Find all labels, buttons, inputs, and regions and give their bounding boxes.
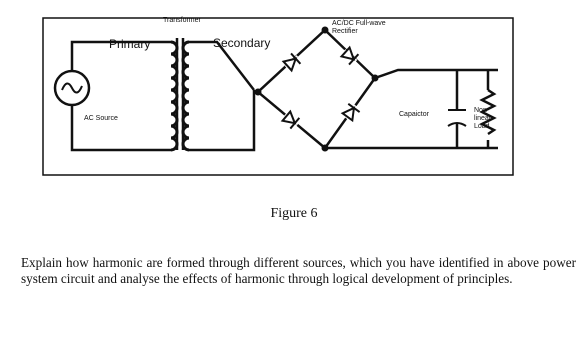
- ac-source-label: AC Source: [84, 115, 118, 122]
- load-label-line1: Non-: [474, 107, 490, 114]
- question-text: Explain how harmonic are formed through different sources, which you have identified in above power system circuit and analyse the effects of harmonic through logical development of principles.: [21, 255, 576, 286]
- secondary-label: Secondary: [213, 36, 271, 50]
- capacitor-label: Capaictor: [399, 111, 429, 118]
- diode-icon: [339, 45, 360, 66]
- rectifier-label-line1: AC/DC Full-wave: [332, 20, 386, 27]
- secondary-coil: [183, 42, 189, 150]
- primary-label: Primary: [109, 37, 151, 51]
- transformer-label: Transformer: [163, 17, 201, 24]
- rectifier-label-line2: Rectifier: [332, 28, 358, 35]
- figure-caption: Figure 6: [270, 206, 318, 221]
- load-label-line2: linear: [474, 115, 492, 122]
- junction-dots: [255, 27, 379, 152]
- dc-negative-wire: [325, 124, 498, 148]
- primary-coil: [171, 42, 177, 150]
- secondary-wire: [189, 42, 254, 150]
- dc-positive-wire: [375, 70, 498, 110]
- load-label-line3: Load: [474, 123, 490, 130]
- capacitor-icon: [448, 110, 466, 126]
- ac-source-icon: [55, 71, 89, 105]
- diode-icon: [341, 101, 362, 122]
- bridge-rectifier: [258, 30, 375, 148]
